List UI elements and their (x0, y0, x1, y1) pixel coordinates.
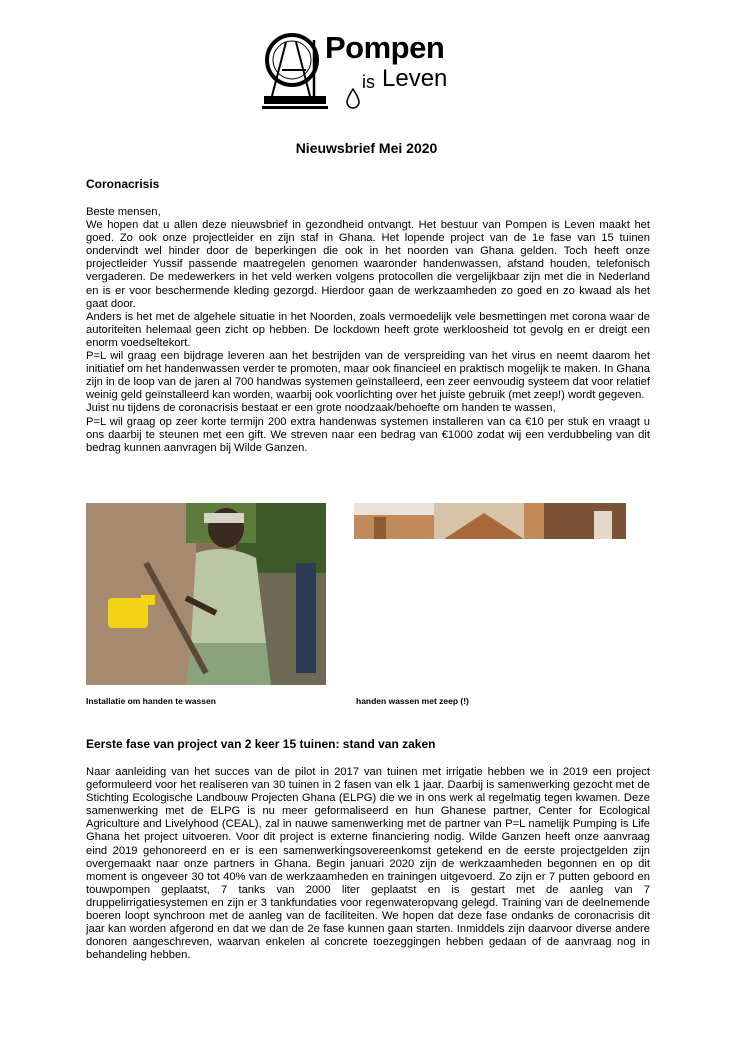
newsletter-title: Nieuwsbrief Mei 2020 (295, 140, 438, 156)
paragraph: Naar aanleiding van het succes van de pilot in 2017 van tuinen met irrigatie hebben we in 2019 een project geformuleerd voor het realiseren van 30 tuinen in 2 fasen van elk 1 jaar. Daarbij is samenwerking gezocht met de Stichting Ecologische Landbouw Projecten Ghana (ELPG) die we in ons werk al regelmatig tegen kwamen. Deze samenwerking met de ELPG is nu meer geformaliseerd en hun Ghanese partner, Center for Ecological Agriculture and Livelyhood (CEAL), zal in nauwe samenwerking met de partner van P=L namelijk Pumping is Life Ghana het project uitvoeren. Voor dit project is externe financiering nodig. Wilde Ganzen heeft onze aanvraag eind 2019 gehonoreerd en er is een samenwerkingsovereenkomst getekend en de eerste projectgelden zijn overgemaakt naar onze partners in Ghana. Begin januari 2020 zijn de werkzaamheden begonnen en op dit moment is ongeveer 30 tot 40% van de werkzaamheden en trainingen uitgevoerd. Zo zijn er 7 putten geboord en touwpompen geplaatst, 7 tanks van 2000 liter geplaatst en is gestart met de aanleg van 7 druppelirrigatiesystemen en zijn er 3 tankfundaties voor regenwateropvang gelegd. Training van de deelnemende boeren loopt synchroon met de aanleg van de faciliteiten. We hopen dat deze fase ondanks de coronacrisis dit jaar kan worden afgerond en dat we dan de 2e fase kunnen gaan starten. Inmiddels zijn daarvoor diverse andere donoren aangeschreven, waarvan enkelen al concrete toezeggingen hebben gedaan of de aanvraag nog in behandeling hebben. (86, 766, 650, 962)
greeting: Beste mensen, (86, 206, 161, 218)
photo-handwash-installation (86, 503, 326, 685)
logo-word-is: is (362, 72, 375, 92)
paragraph: P=L wil graag op zeer korte termijn 200 extra handenwas systemen installeren van ca €10 per stuk en vraagt u ons daarbij te steunen met een gift. We streven naar een bedrag van €1000 zodat wij een verdubbeling van dit bedrag kunnen aanvragen bij Wilde Ganzen. (86, 415, 650, 454)
photo-caption: Installatie om handen te wassen (86, 696, 216, 706)
paragraph: Anders is het met de algehele situatie in het Noorden, zoals vermoedelijk vele besmettingen met corona waar de autoriteiten helemaal geen zicht op hebben. De lockdown heeft grote werkloosheid tot gevolg en er dreigt een enorm voedseltekort. (86, 310, 650, 349)
water-drop-icon (346, 88, 360, 110)
logo-word-leven: Leven (382, 65, 448, 92)
section-heading-project-status: Eerste fase van project van 2 keer 15 tuinen: stand van zaken (86, 737, 436, 751)
section-body-project-status (86, 766, 650, 962)
photo-handwashing-with-soap (354, 503, 626, 539)
photo-caption: handen wassen met zeep (!) (356, 696, 469, 706)
paragraph: Juist nu tijdens de coronacrisis bestaat er een grote noodzaak/behoefte om handen te wassen, (86, 402, 556, 415)
pump-wheel-icon (262, 30, 332, 114)
paragraph: We hopen dat u allen deze nieuwsbrief in gezondheid ontvangt. Het bestuur van Pompen is Leven maakt het goed. Zo ook onze projectleider en zijn staf in Ghana. Het lopende project van de 1e fase van 15 tuinen ondervindt wel hinder door de beperkingen die ook in het noorden van Ghana gelden. Toch heeft onze projectleider Yussif passende maatregelen genomen waaronder handenwassen, afstand houden, telefonisch vergaderen. De medewerkers in het veld werken volgens protocollen die vergelijkbaar zijn met die in Nederland en is er voor beschermende kleding gezorgd. Hierdoor gaan de werkzaamheden zo goed en zo kwaad als het gaat door. (86, 219, 650, 310)
logo-word-pompen: Pompen (325, 30, 445, 65)
paragraph: P=L wil graag een bijdrage leveren aan het bestrijden van de verspreiding van het virus en neemt daarom het initiatief om het handenwassen verder te promoten, maar ook financieel en praktisch mogelijk te maken. In Ghana zijn in de loop van de jaren al 700 handwas systemen geïnstalleerd, een zeer eenvoudig systeem dat voor relatief weinig geld geïnstalleerd kan worden, waarbij ook voorlichting over het juiste gebruik (met zeep!) wordt gegeven. (86, 350, 650, 402)
section-body-coronacrisis (86, 206, 650, 455)
section-heading-coronacrisis: Coronacrisis (86, 177, 160, 191)
logo (262, 30, 482, 116)
